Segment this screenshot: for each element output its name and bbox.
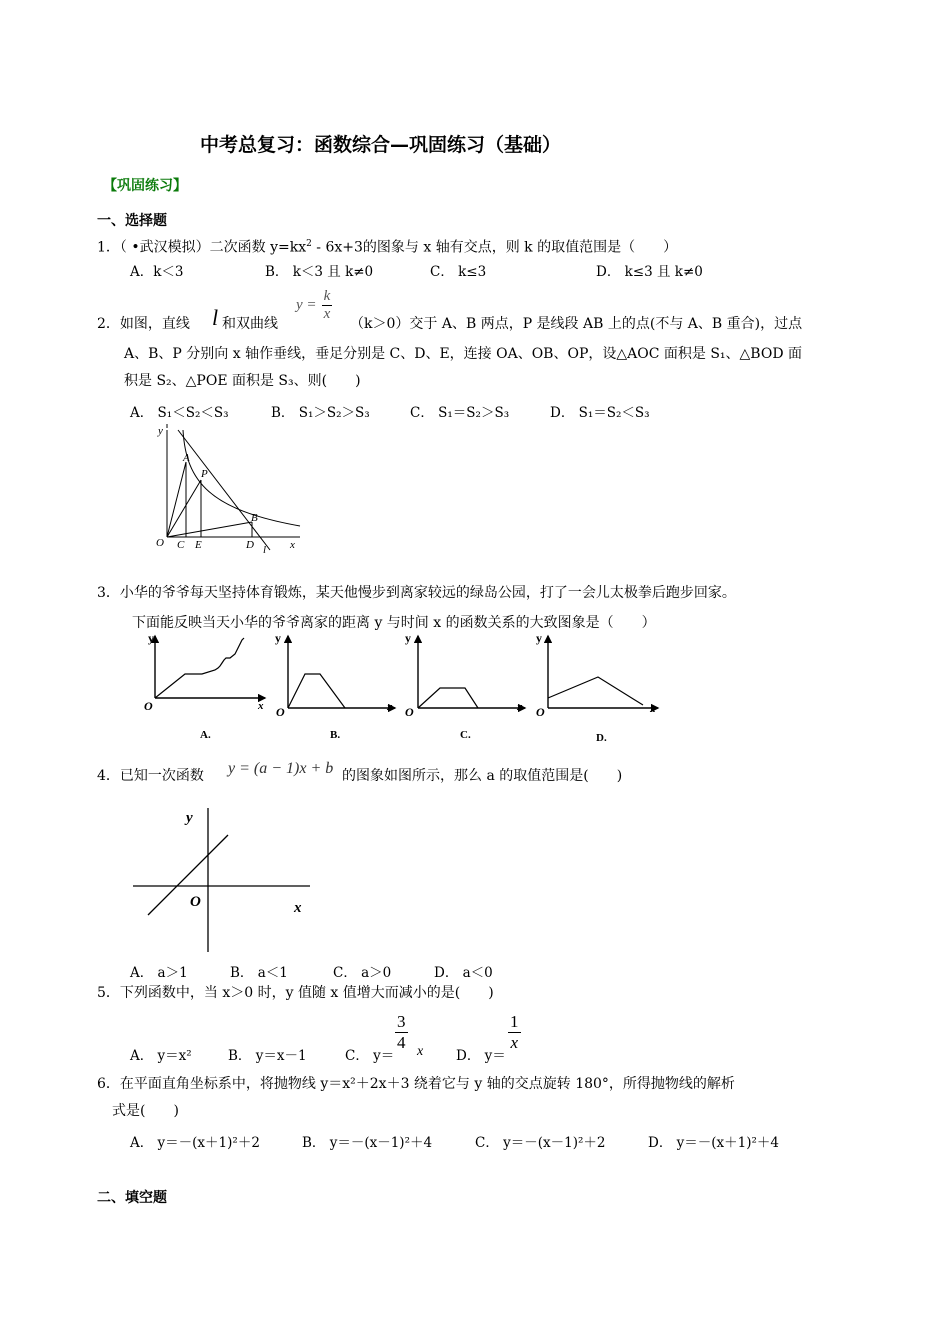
q4-formula: y = (a − 1)x + b xyxy=(228,760,334,777)
q3-C-y: y xyxy=(405,631,411,645)
q2-frac-num: k xyxy=(323,288,331,304)
question-1 xyxy=(97,234,677,258)
q6-line1: 6．在平面直角坐标系中，将抛物线 y＝x²＋2x＋3 绕着它与 y 轴的交点旋转 180°，所得抛物线的解析 xyxy=(97,1076,735,1092)
q4-label-O: O xyxy=(190,894,201,910)
q2-label-y: y xyxy=(158,425,163,437)
practice-label: 【巩固练习】 xyxy=(103,178,187,194)
q2-option-c: C． S₁＝S₂＞S₃ xyxy=(410,405,510,421)
q1-text-b: - 6x+3的图象与 x 轴有交点，则 k 的取值范围是（ ） xyxy=(311,239,678,256)
q3-A-y: y xyxy=(148,631,154,645)
q2-after: （k＞0）交于 A、B 两点，P 是线段 AB 上的点(不与 A、B 重合)，过点 xyxy=(350,316,803,332)
q5-option-c-prefix: C． y＝ xyxy=(345,1048,395,1064)
q3-graph-B xyxy=(288,636,395,708)
q2-mid: 和双曲线 xyxy=(222,316,278,332)
q5-option-c-x: x xyxy=(417,1044,424,1059)
q3-graph-C xyxy=(418,636,525,708)
q2-hyperbola-formula xyxy=(296,288,332,323)
q3-A-origin: O xyxy=(144,699,153,713)
q5-c-den: 4 xyxy=(397,1033,406,1052)
q4-option-c: C． a＞0 xyxy=(333,965,392,981)
q5-text: 5．下列函数中，当 x＞0 时，y 值随 x 值增大而减小的是( ) xyxy=(97,985,494,1001)
q5-option-a: A． y＝x² xyxy=(130,1048,192,1064)
q3-graphs xyxy=(140,630,670,745)
q4-label-x: x xyxy=(294,900,302,916)
q3-D-origin: O xyxy=(536,705,545,719)
q2-figure xyxy=(150,422,310,557)
q3-D-y: y xyxy=(536,631,542,645)
q2-line-symbol: l xyxy=(212,305,219,330)
q3-B-x: x xyxy=(387,701,393,713)
q5-d-den: x xyxy=(510,1033,519,1052)
q2-fraction xyxy=(322,288,333,323)
q2-prefix: 2．如图，直线 xyxy=(97,316,190,332)
q2-frac-lhs: y = xyxy=(296,297,317,313)
q3-A-x: x xyxy=(258,700,264,712)
q5-option-d-prefix: D． y＝ xyxy=(456,1048,506,1064)
q5-c-num: 3 xyxy=(397,1012,406,1031)
q4-line xyxy=(148,835,228,915)
q2-label-P: P xyxy=(201,468,208,480)
q2-line-l xyxy=(178,430,270,550)
q4-option-d: D． a＜0 xyxy=(434,965,493,981)
q4-option-b: B． a＜1 xyxy=(230,965,288,981)
q1-option-c: C． k≤3 xyxy=(430,264,487,280)
q2-option-d: D． S₁＝S₂＜S₃ xyxy=(550,405,650,421)
q3-line1: 3．小华的爷爷每天坚持体育锻炼，某天他慢步到离家较远的绿岛公园，打了一会儿太极拳后跑步回家。 xyxy=(97,585,736,601)
q5-option-b: B． y＝x－1 xyxy=(228,1048,307,1064)
q2-label-E: E xyxy=(195,539,202,551)
q2-label-B: B xyxy=(251,512,258,524)
q2-frac-den: x xyxy=(323,306,331,322)
q2-seg-OP xyxy=(167,480,201,537)
q6-line2: 式是( ) xyxy=(112,1103,179,1119)
q3-C-x: x xyxy=(517,701,523,713)
q3-graph-D xyxy=(548,636,658,708)
q6-option-b: B． y＝－(x－1)²＋4 xyxy=(302,1135,433,1151)
q2-label-O: O xyxy=(156,537,164,549)
q2-line2: A、B、P 分别向 x 轴作垂线，垂足分别是 C、D、E，连接 OA、OB、OP，设△AOC 面积是 S₁、△BOD 面 xyxy=(124,346,803,362)
q2-label-D: D xyxy=(246,539,254,551)
q3-B-y: y xyxy=(275,631,281,645)
q2-label-x: x xyxy=(290,539,295,551)
q2-option-a: A． S₁＜S₂＜S₃ xyxy=(130,405,229,421)
section-choice-heading: 一、选择题 xyxy=(97,213,167,229)
q1-option-d: D． k≤3 且 k≠0 xyxy=(596,264,703,280)
page-title: 中考总复习：函数综合—巩固练习（基础） xyxy=(200,134,562,156)
q5-option-c-fraction xyxy=(395,1012,408,1053)
q6-option-a: A． y＝－(x＋1)²＋2 xyxy=(130,1135,260,1151)
q3-C-origin: O xyxy=(405,705,414,719)
q1-option-b: B． k＜3 且 k≠0 xyxy=(265,264,374,280)
q3-label-C: C. xyxy=(460,729,471,741)
q2-label-C: C xyxy=(177,539,185,551)
q4-suffix: 的图象如图所示，那么 a 的取值范围是( ) xyxy=(342,768,623,784)
q3-label-D: D. xyxy=(596,732,607,744)
q5-option-d-fraction xyxy=(508,1012,521,1053)
q4-figure xyxy=(130,800,320,955)
q4-label-y: y xyxy=(186,810,193,826)
q1-text-a: 1．（ •武汉模拟）二次函数 y=kx xyxy=(97,239,307,256)
q3-label-B: B. xyxy=(330,729,341,741)
q3-graph-A xyxy=(155,636,265,698)
q1-option-a: A．k＜3 xyxy=(130,264,184,280)
q4-prefix: 4．已知一次函数 xyxy=(97,768,204,784)
q3-D-x: x xyxy=(650,703,656,715)
q6-option-d: D． y＝－(x＋1)²＋4 xyxy=(648,1135,779,1151)
q4-option-a: A． a＞1 xyxy=(130,965,188,981)
q5-d-num: 1 xyxy=(510,1012,519,1031)
q2-option-b: B． S₁＞S₂＞S₃ xyxy=(271,405,370,421)
q2-line3: 积是 S₂、△POE 面积是 S₃、则( ) xyxy=(124,373,361,389)
q3-B-origin: O xyxy=(276,705,285,719)
q1-superscript: 2 xyxy=(306,239,312,249)
q3-line2: 下面能反映当天小华的爷爷离家的距离 y 与时间 x 的函数关系的大致图象是（ ） xyxy=(132,615,656,631)
q2-label-l: l xyxy=(263,544,267,556)
q3-label-A: A. xyxy=(200,729,211,741)
q6-option-c: C． y＝－(x－1)²＋2 xyxy=(475,1135,606,1151)
q2-seg-OA xyxy=(167,462,186,537)
q2-seg-OB xyxy=(167,522,252,537)
section-fill-heading: 二、填空题 xyxy=(97,1190,167,1206)
q2-label-A: A xyxy=(183,452,190,464)
